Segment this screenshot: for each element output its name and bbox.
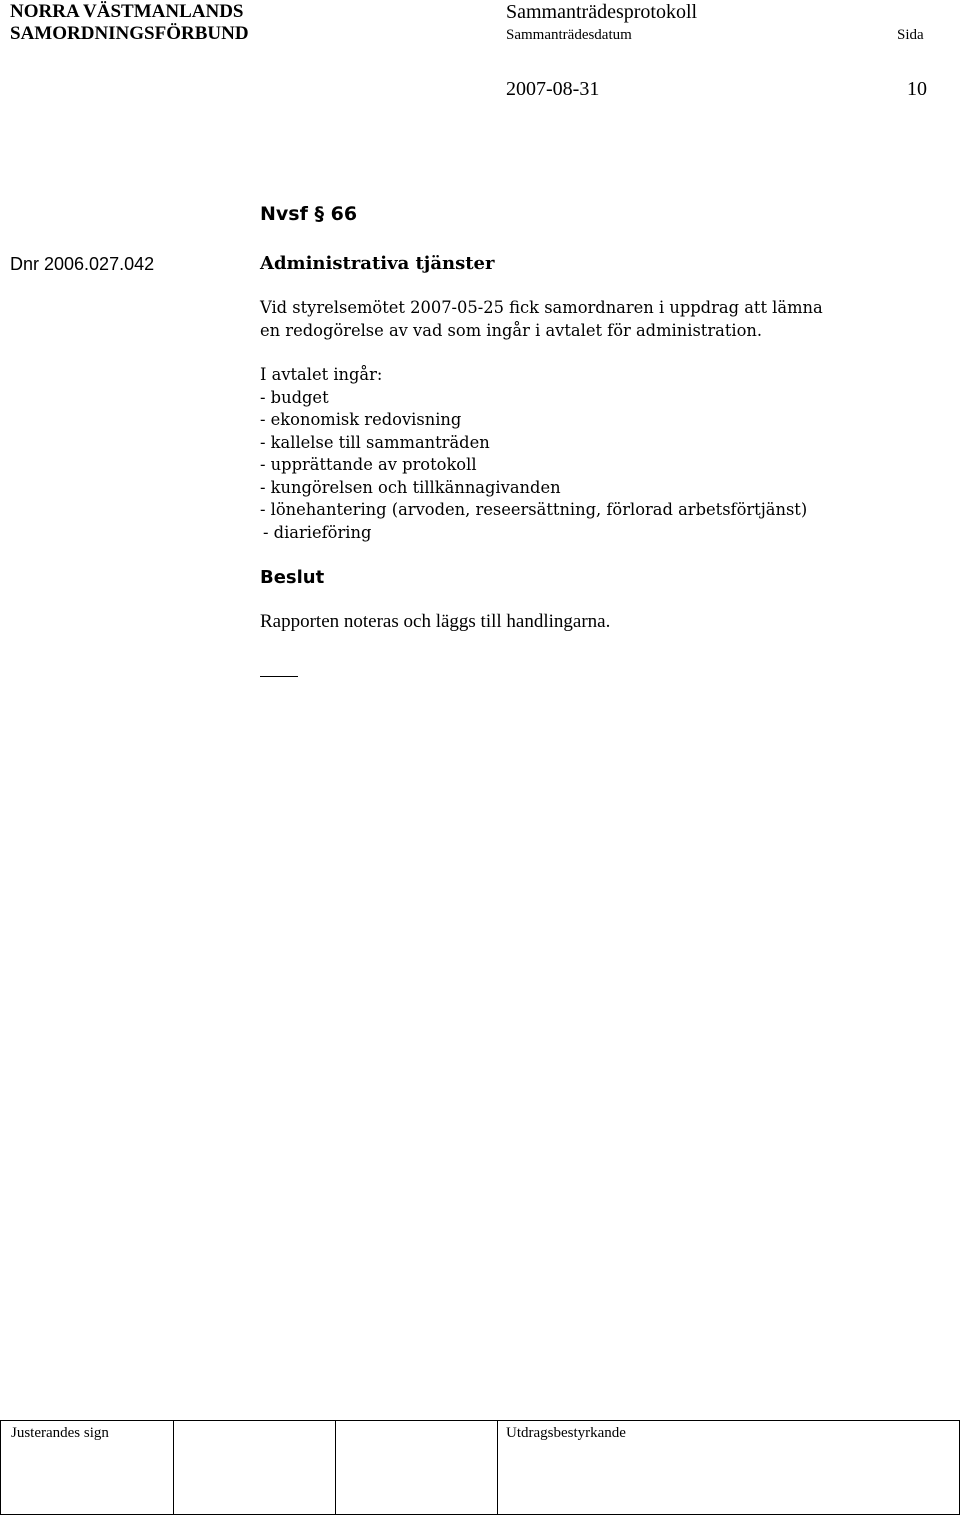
intro-line-2: en redogörelse av vad som ingår i avtalet för administration. <box>260 320 763 340</box>
org-name-line1: NORRA VÄSTMANLANDS <box>10 1 244 22</box>
section-heading <box>260 203 357 225</box>
sign-cell-3 <box>336 1421 498 1515</box>
decision-heading: Beslut <box>260 567 325 588</box>
sign-cell-2 <box>174 1421 336 1515</box>
decision-text: Rapporten noteras och läggs till handlingarna. <box>260 611 611 632</box>
intro-line-1: Vid styrelsemötet 2007-05-25 fick samordnaren i uppdrag att lämna <box>260 298 823 317</box>
list-item: - kallelse till sammanträden <box>260 432 490 452</box>
list-item: - lönehantering (arvoden, reseersättning, förlorad arbetsförtjänst) <box>260 500 808 519</box>
date-label: Sammanträdesdatum <box>506 27 632 43</box>
diary-number: Dnr 2006.027.042 <box>10 254 155 274</box>
page-number: 10 <box>907 78 927 100</box>
justerandes-sign-label: Justerandes sign <box>11 1425 109 1441</box>
list-item: - budget <box>260 387 329 407</box>
agreement-list <box>260 387 807 545</box>
list-heading: I avtalet ingår: <box>260 365 383 384</box>
meeting-date: 2007-08-31 <box>506 78 600 100</box>
page-label: Sida <box>897 27 924 43</box>
agreement-contents <box>260 364 807 544</box>
body-text <box>260 297 823 342</box>
list-item: - kungörelsen och tillkännagivanden <box>260 477 561 497</box>
document-type: Sammanträdesprotokoll <box>506 1 698 23</box>
paragraph-sign: § <box>314 203 324 225</box>
org-name-line2: SAMORDNINGSFÖRBUND <box>10 23 249 44</box>
list-item: - diarieföring <box>263 522 372 542</box>
certification-cell <box>498 1421 960 1515</box>
section-number: 66 <box>330 203 358 225</box>
utdragsbestyrkande-label: Utdragsbestyrkande <box>506 1425 626 1441</box>
list-item: - ekonomisk redovisning <box>260 410 462 429</box>
item-title: Administrativa tjänster <box>260 253 495 274</box>
list-item: - upprättande av protokoll <box>260 455 477 474</box>
section-prefix: Nvsf <box>260 203 308 225</box>
signature-table <box>0 1420 960 1515</box>
end-rule <box>260 676 298 677</box>
sign-cell-label <box>1 1421 174 1515</box>
